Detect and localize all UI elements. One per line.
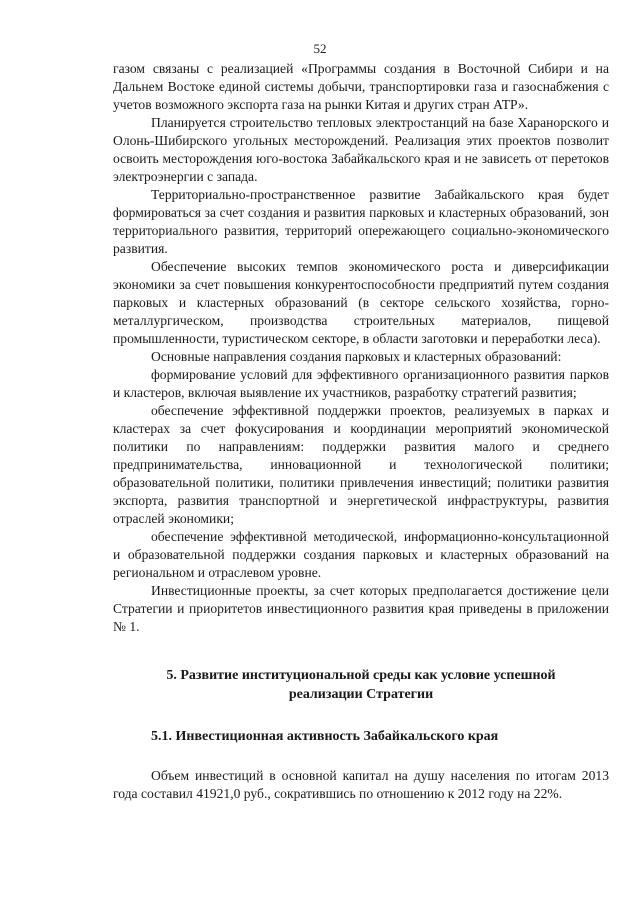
paragraph-direction-methodical: обеспечение эффективной методической, информационно-консультационной и образовательной поддержки создания парковых и кластерных образований на региональном и отраслевом уровне. — [113, 529, 609, 580]
paragraph-economic-growth: Обеспечение высоких темпов экономического роста и диверсификации экономики за счет повышения конкурентоспособности предприятий путем создания парковых и кластерных образований (в секторе сельского хозяйства, горно-металлургическом, производства строительных материалов, пищевой промышленности, туристическом секторе, в области заготовки и переработки леса). — [113, 259, 609, 346]
paragraph-territorial-development: Территориально-пространственное развитие Забайкальского края будет формироваться за счет создания и развития парковых и кластерных образований, зон территориального развития, территорий опережающего социально-экономического развития. — [113, 187, 609, 256]
paragraph-continuation: газом связаны с реализацией «Программы создания в Восточной Сибири и на Дальнем Востоке единой системы добычи, транспортировки газа и газоснабжения с учетов возможного экспорта газа на рынки Китая и других стран АТР». — [113, 61, 609, 112]
page-content — [113, 60, 609, 803]
paragraph-investment-volume: Объем инвестиций в основной капитал на душу населения по итогам 2013 года составил 41921,0 руб., сократившись по отношению к 2012 году на 22%. — [113, 768, 609, 801]
paragraph-power-plants: Планируется строительство тепловых электростанций на базе Харанорского и Олонь-Шибирского угольных месторождений. Реализация этих проектов позволит освоить месторождения юго-востока Забайкальского края и не зависеть от перетоков электроэнергии с запада. — [113, 115, 609, 184]
section-heading — [113, 666, 609, 704]
page-number: 52 — [313, 41, 327, 56]
paragraph-main-directions: Основные направления создания парковых и кластерных образований: — [151, 349, 562, 364]
section-heading-line-2: реализации Стратегии — [288, 687, 434, 702]
paragraph-direction-conditions: формирование условий для эффективного организационного развития парков и кластеров, включая выявление их участников, разработку стратегий развития; — [113, 367, 609, 400]
paragraph-investment-projects: Инвестиционные проекты, за счет которых предполагается достижение цели Стратегии и приоритетов инвестиционного развития края приведены в приложении № 1. — [113, 583, 609, 634]
paragraph-direction-support: обеспечение эффективной поддержки проектов, реализуемых в парках и кластерах за счет фокусирования и координации мероприятий экономической политики по направлениям: поддержки развития малого и среднего предпринимательства, инновационной и технологической политики; образовательной политики, политики привлечения инвестиций; политики развития экспорта, развития транспортной и энергетической инфраструктуры, развития отраслей экономики; — [113, 403, 609, 526]
subsection-heading: 5.1. Инвестиционная активность Забайкальского края — [151, 729, 499, 744]
section-heading-line-1: 5. Развитие институциональной среды как условие успешной — [166, 668, 556, 683]
